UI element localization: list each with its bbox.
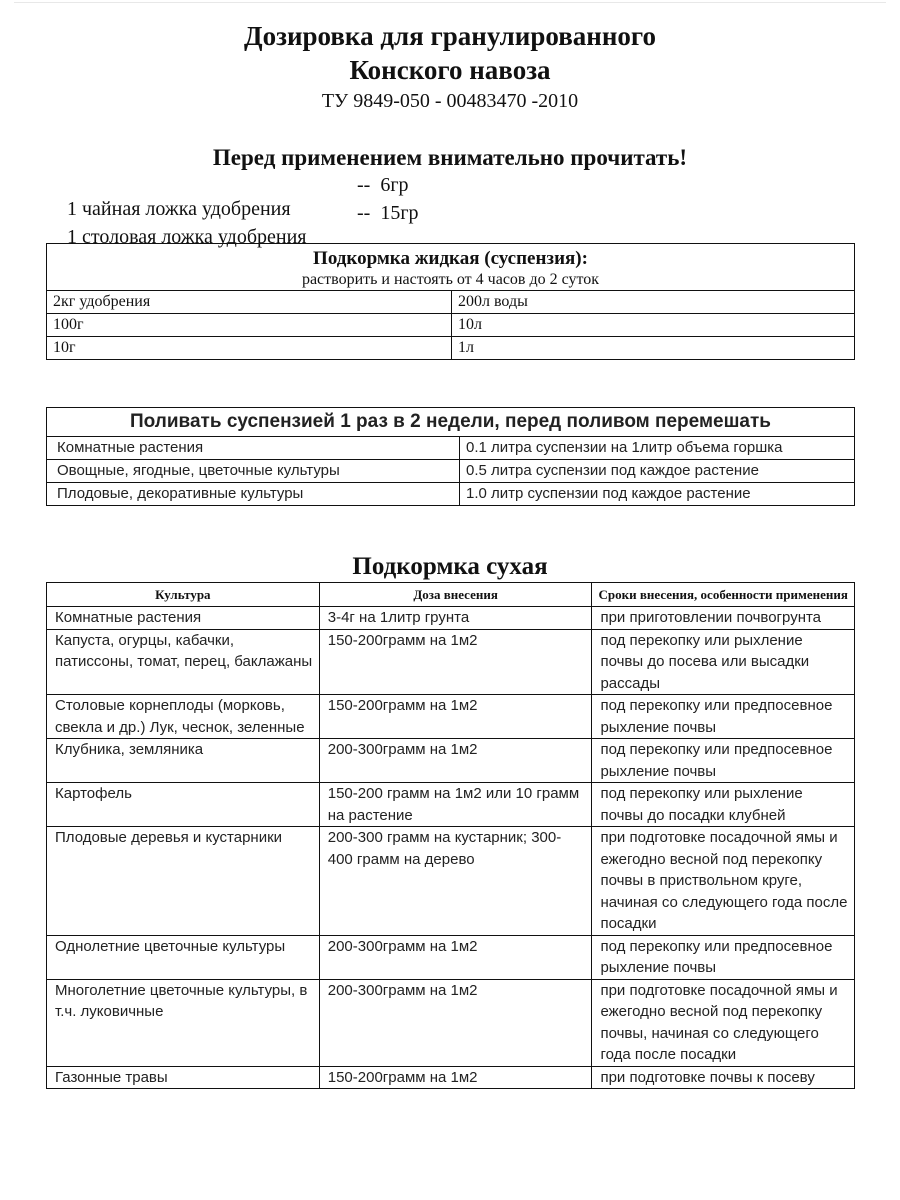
water-cell: 10л — [452, 314, 855, 337]
crop-cell: Многолетние цветочные культуры, в т.ч. луковичные — [47, 979, 320, 1066]
terms-cell: под перекопку или предпосевное рыхление почвы — [592, 935, 855, 979]
table-row — [47, 739, 855, 783]
terms-cell: под перекопку или предпосевное рыхление почвы — [592, 695, 855, 739]
terms-cell: под перекопку или рыхление почвы до посева или высадки рассады — [592, 629, 855, 695]
dose-cell: 3-4г на 1литр грунта — [319, 607, 592, 630]
terms-cell: при подготовке посадочной ямы и ежегодно весной под перекопку почвы в приствольном круге, начиная со следующего года после посадки — [592, 827, 855, 936]
table-row — [47, 827, 855, 936]
table-row — [47, 1066, 855, 1089]
spoon-dose: -- 15гр — [357, 202, 419, 224]
dry-feeding-table — [46, 582, 855, 1089]
table-row — [47, 483, 855, 506]
warning-heading: Перед применением внимательно прочитать! — [212, 145, 688, 170]
spoon-dose: -- 6гр — [357, 174, 409, 196]
dose-cell: 200-300грамм на 1м2 — [319, 935, 592, 979]
liquid-title: Подкормка жидкая (суспензия): — [313, 248, 588, 269]
fertilizer-cell: 2кг удобрения — [47, 291, 452, 314]
header-crop: Культура — [47, 583, 320, 607]
table-row — [47, 437, 855, 460]
crop-cell: Комнатные растения — [47, 437, 460, 460]
amount-cell: 0.5 литра суспензии под каждое растение — [460, 460, 855, 483]
dose-cell: 150-200грамм на 1м2 — [319, 695, 592, 739]
table-row — [47, 783, 855, 827]
table-row — [47, 291, 855, 314]
crop-cell: Плодовые деревья и кустарники — [47, 827, 320, 936]
liquid-table-header — [47, 244, 855, 291]
terms-cell: при подготовке посадочной ямы и ежегодно весной под перекопку почвы, начиная со следующего года после посадки — [592, 979, 855, 1066]
crop-cell: Клубника, земляника — [47, 739, 320, 783]
crop-cell: Овощные, ягодные, цветочные культуры — [47, 460, 460, 483]
table-header-row — [47, 583, 855, 607]
crop-cell: Картофель — [47, 783, 320, 827]
crop-cell: Капуста, огурцы, кабачки, патиссоны, томат, перец, баклажаны — [47, 629, 320, 695]
water-cell: 1л — [452, 337, 855, 360]
crop-cell: Однолетние цветочные культуры — [47, 935, 320, 979]
liquid-feeding-table — [46, 243, 855, 360]
fertilizer-cell: 10г — [47, 337, 452, 360]
table-row — [47, 629, 855, 695]
liquid-subtitle: растворить и настоять от 4 часов до 2 суток — [301, 271, 600, 288]
crop-cell: Комнатные растения — [47, 607, 320, 630]
table-row — [47, 695, 855, 739]
dose-cell: 200-300 грамм на кустарник; 300-400 грамм на дерево — [319, 827, 592, 936]
dose-cell: 150-200грамм на 1м2 — [319, 1066, 592, 1089]
terms-cell: при приготовлении почвогрунта — [592, 607, 855, 630]
spoon-label: 1 чайная ложка удобрения — [67, 198, 291, 220]
table-row — [47, 314, 855, 337]
table-row — [47, 979, 855, 1066]
table-row — [47, 337, 855, 360]
header-terms: Сроки внесения, особенности применения — [592, 583, 855, 607]
dose-cell: 200-300грамм на 1м2 — [319, 979, 592, 1066]
dose-cell: 150-200 грамм на 1м2 или 10 грамм на растение — [319, 783, 592, 827]
table-row — [47, 460, 855, 483]
terms-cell: под перекопку или предпосевное рыхление почвы — [592, 739, 855, 783]
crop-cell: Столовые корнеплоды (морковь, свекла и др.) Лук, чеснок, зеленные — [47, 695, 320, 739]
amount-cell: 1.0 литр суспензии под каждое растение — [460, 483, 855, 506]
terms-cell: под перекопку или рыхление почвы до посадки клубней — [592, 783, 855, 827]
watering-table — [46, 407, 855, 506]
dose-cell: 150-200грамм на 1м2 — [319, 629, 592, 695]
crop-cell: Плодовые, декоративные культуры — [47, 483, 460, 506]
header-dose: Доза внесения — [319, 583, 592, 607]
water-cell: 200л воды — [452, 291, 855, 314]
table-row — [47, 935, 855, 979]
top-divider — [14, 2, 886, 3]
dose-cell: 200-300грамм на 1м2 — [319, 739, 592, 783]
fertilizer-cell: 100г — [47, 314, 452, 337]
terms-cell: при подготовке почвы к посеву — [592, 1066, 855, 1089]
doc-title-line2: Конского навоза — [349, 55, 551, 85]
crop-cell: Газонные травы — [47, 1066, 320, 1089]
doc-title-line1: Дозировка для гранулированного — [244, 21, 656, 51]
tu-code: ТУ 9849-050 - 00483470 -2010 — [321, 90, 579, 112]
amount-cell: 0.1 литра суспензии на 1литр объема горшка — [460, 437, 855, 460]
dry-feeding-title: Подкормка сухая — [352, 553, 548, 580]
spoon-label: 1 столовая ложка удобрения — [67, 226, 307, 248]
table-row — [47, 607, 855, 630]
watering-title: Поливать суспензией 1 раз в 2 недели, перед поливом перемешать — [47, 408, 855, 437]
